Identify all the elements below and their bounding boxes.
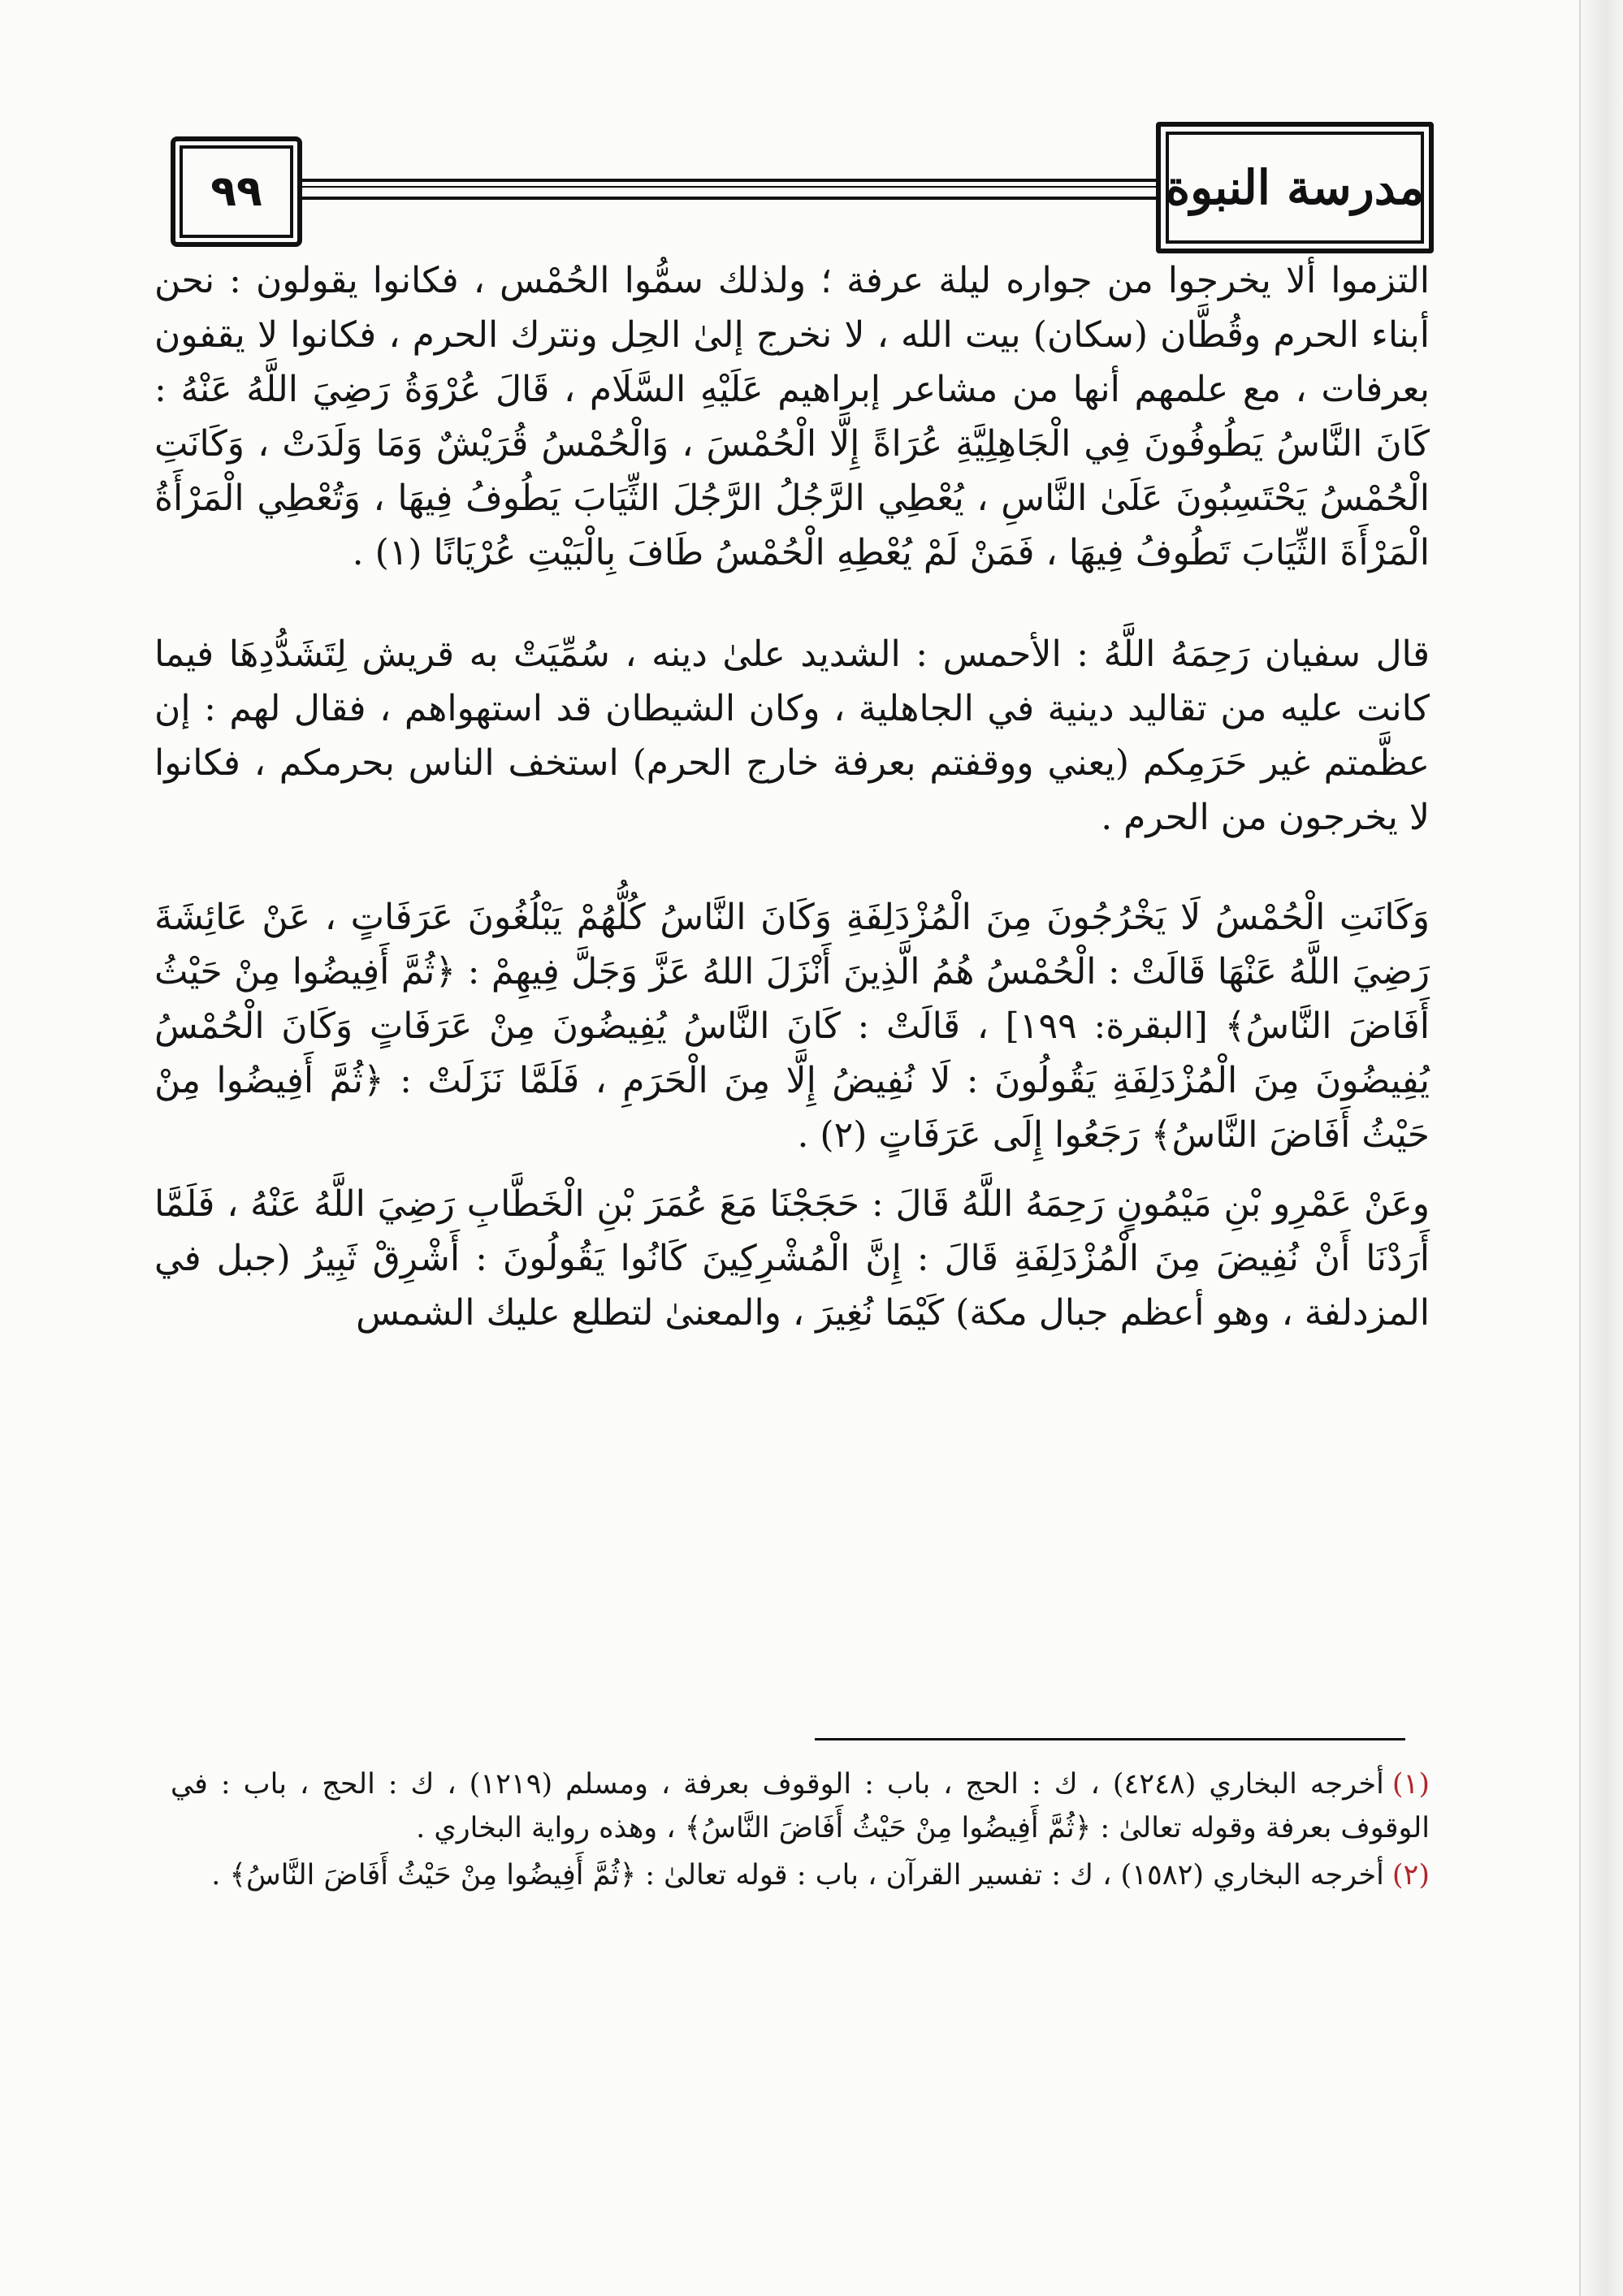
header-rule <box>260 179 1166 200</box>
footnote-marker: (٢) <box>1391 1859 1430 1892</box>
paragraph: وعَنْ عَمْرِو بْنِ مَيْمُونٍ رَحِمَهُ اللَّهُ قَالَ : حَجَجْنَا مَعَ عُمَرَ بْنِ الْخَطَّابِ رَضِيَ اللَّهُ عَنْهُ ، فَلَمَّا أَرَدْنَا أَنْ نُفِيضَ مِنَ الْمُزْدَلِفَةِ قَالَ : إِنَّ الْمُشْرِكِينَ كَانُوا يَقُولُونَ : أَشْرِقْ ثَبِيرُ (جبل في المزدلفة ، وهو أعظم جبال مكة) كَيْمَا نُغِيرَ ، والمعنىٰ لتطلع عليك الشمس <box>154 1183 1430 1334</box>
header-title: مدرسة النبوة <box>1165 160 1425 215</box>
footnote-marker: (١) <box>1391 1768 1430 1801</box>
body-text <box>154 253 1430 1340</box>
footnote-separator <box>815 1738 1405 1740</box>
header-title-frame <box>1156 122 1434 253</box>
footnotes <box>171 1762 1430 1900</box>
page-edge <box>1579 0 1623 2296</box>
paragraph: وَكَانَتِ الْحُمْسُ لَا يَخْرُجُونَ مِنَ الْمُزْدَلِفَةِ وَكَانَ النَّاسُ كُلُّهُمْ يَبْلُغُونَ عَرَفَاتٍ ، عَنْ عَائِشَةَ رَضِيَ اللَّهُ عَنْهَا قَالَتْ : الْحُمْسُ هُمُ الَّذِينَ أَنْزَلَ اللهُ عَزَّ وَجَلَّ فِيهِمْ : ﴿ثُمَّ أَفِيضُوا مِنْ حَيْثُ أَفَاضَ النَّاسُ﴾ [البقرة: ١٩٩] ، قَالَتْ : كَانَ النَّاسُ يُفِيضُونَ مِنْ عَرَفَاتٍ وَكَانَ الْحُمْسُ يُفِيضُونَ مِنَ الْمُزْدَلِفَةِ يَقُولُونَ : لَا نُفِيضُ إِلَّا مِنَ الْحَرَمِ ، فَلَمَّا نَزَلَتْ : ﴿ثُمَّ أَفِيضُوا مِنْ حَيْثُ أَفَاضَ النَّاسُ﴾ رَجَعُوا إِلَى عَرَفَاتٍ (٢) . <box>154 897 1430 1156</box>
paragraph: قال سفيان رَحِمَهُ اللَّهُ : الأحمس : الشديد علىٰ دينه ، سُمِّيَتْ به قريش لِتَشَدُّدِهَا فيما كانت عليه من تقاليد دينية في الجاهلية ، وكان الشيطان قد استهواهم ، فقال لهم : إن عظَّمتم غير حَرَمِكم (يعني ووقفتم بعرفة خارج الحرم) استخف الناس بحرمكم ، فكانوا لا يخرجون من الحرم . <box>154 633 1430 838</box>
page-number-frame <box>171 136 302 247</box>
page-header <box>154 122 1434 244</box>
footnote <box>171 1853 1430 1897</box>
page-number: ٩٩ <box>210 167 262 216</box>
footnote-text: أخرجه البخاري (١٥٨٢) ، ك : تفسير القرآن ، باب : قوله تعالىٰ : ﴿ثُمَّ أَفِيضُوا مِنْ حَيْثُ أَفَاضَ النَّاسُ﴾ . <box>211 1859 1384 1892</box>
paragraph: التزموا ألا يخرجوا من جواره ليلة عرفة ؛ ولذلك سمُّوا الحُمْس ، فكانوا يقولون : نحن أبناء الحرم وقُطَّان (سكان) بيت الله ، لا نخرج إلىٰ الحِل ونترك الحرم ، فكانوا لا يقفون بعرفات ، مع علمهم أنها من مشاعر إبراهيم عَلَيْهِ السَّلَام ، قَالَ عُرْوَةُ رَضِيَ اللَّهُ عَنْهُ : كَانَ النَّاسُ يَطُوفُونَ فِي الْجَاهِلِيَّةِ عُرَاةً إِلَّا الْحُمْسَ ، وَالْحُمْسُ قُرَيْشٌ وَمَا وَلَدَتْ ، وَكَانَتِ الْحُمْسُ يَحْتَسِبُونَ عَلَىٰ النَّاسِ ، يُعْطِي الرَّجُلُ الرَّجُلَ الثِّيَابَ يَطُوفُ فِيهَا ، وَتُعْطِي الْمَرْأَةُ الْمَرْأَةَ الثِّيَابَ تَطُوفُ فِيهَا ، فَمَنْ لَمْ يُعْطِهِ الْحُمْسُ طَافَ بِالْبَيْتِ عُرْيَانًا (١) . <box>154 260 1430 573</box>
footnote <box>171 1762 1430 1850</box>
footnote-text: أخرجه البخاري (٤٢٤٨) ، ك : الحج ، باب : الوقوف بعرفة ، ومسلم (١٢١٩) ، ك : الحج ، باب : في الوقوف بعرفة وقوله تعالىٰ : ﴿ثُمَّ أَفِيضُوا مِنْ حَيْثُ أَفَاضَ النَّاسُ﴾ ، وهذه رواية البخاري . <box>171 1768 1430 1844</box>
